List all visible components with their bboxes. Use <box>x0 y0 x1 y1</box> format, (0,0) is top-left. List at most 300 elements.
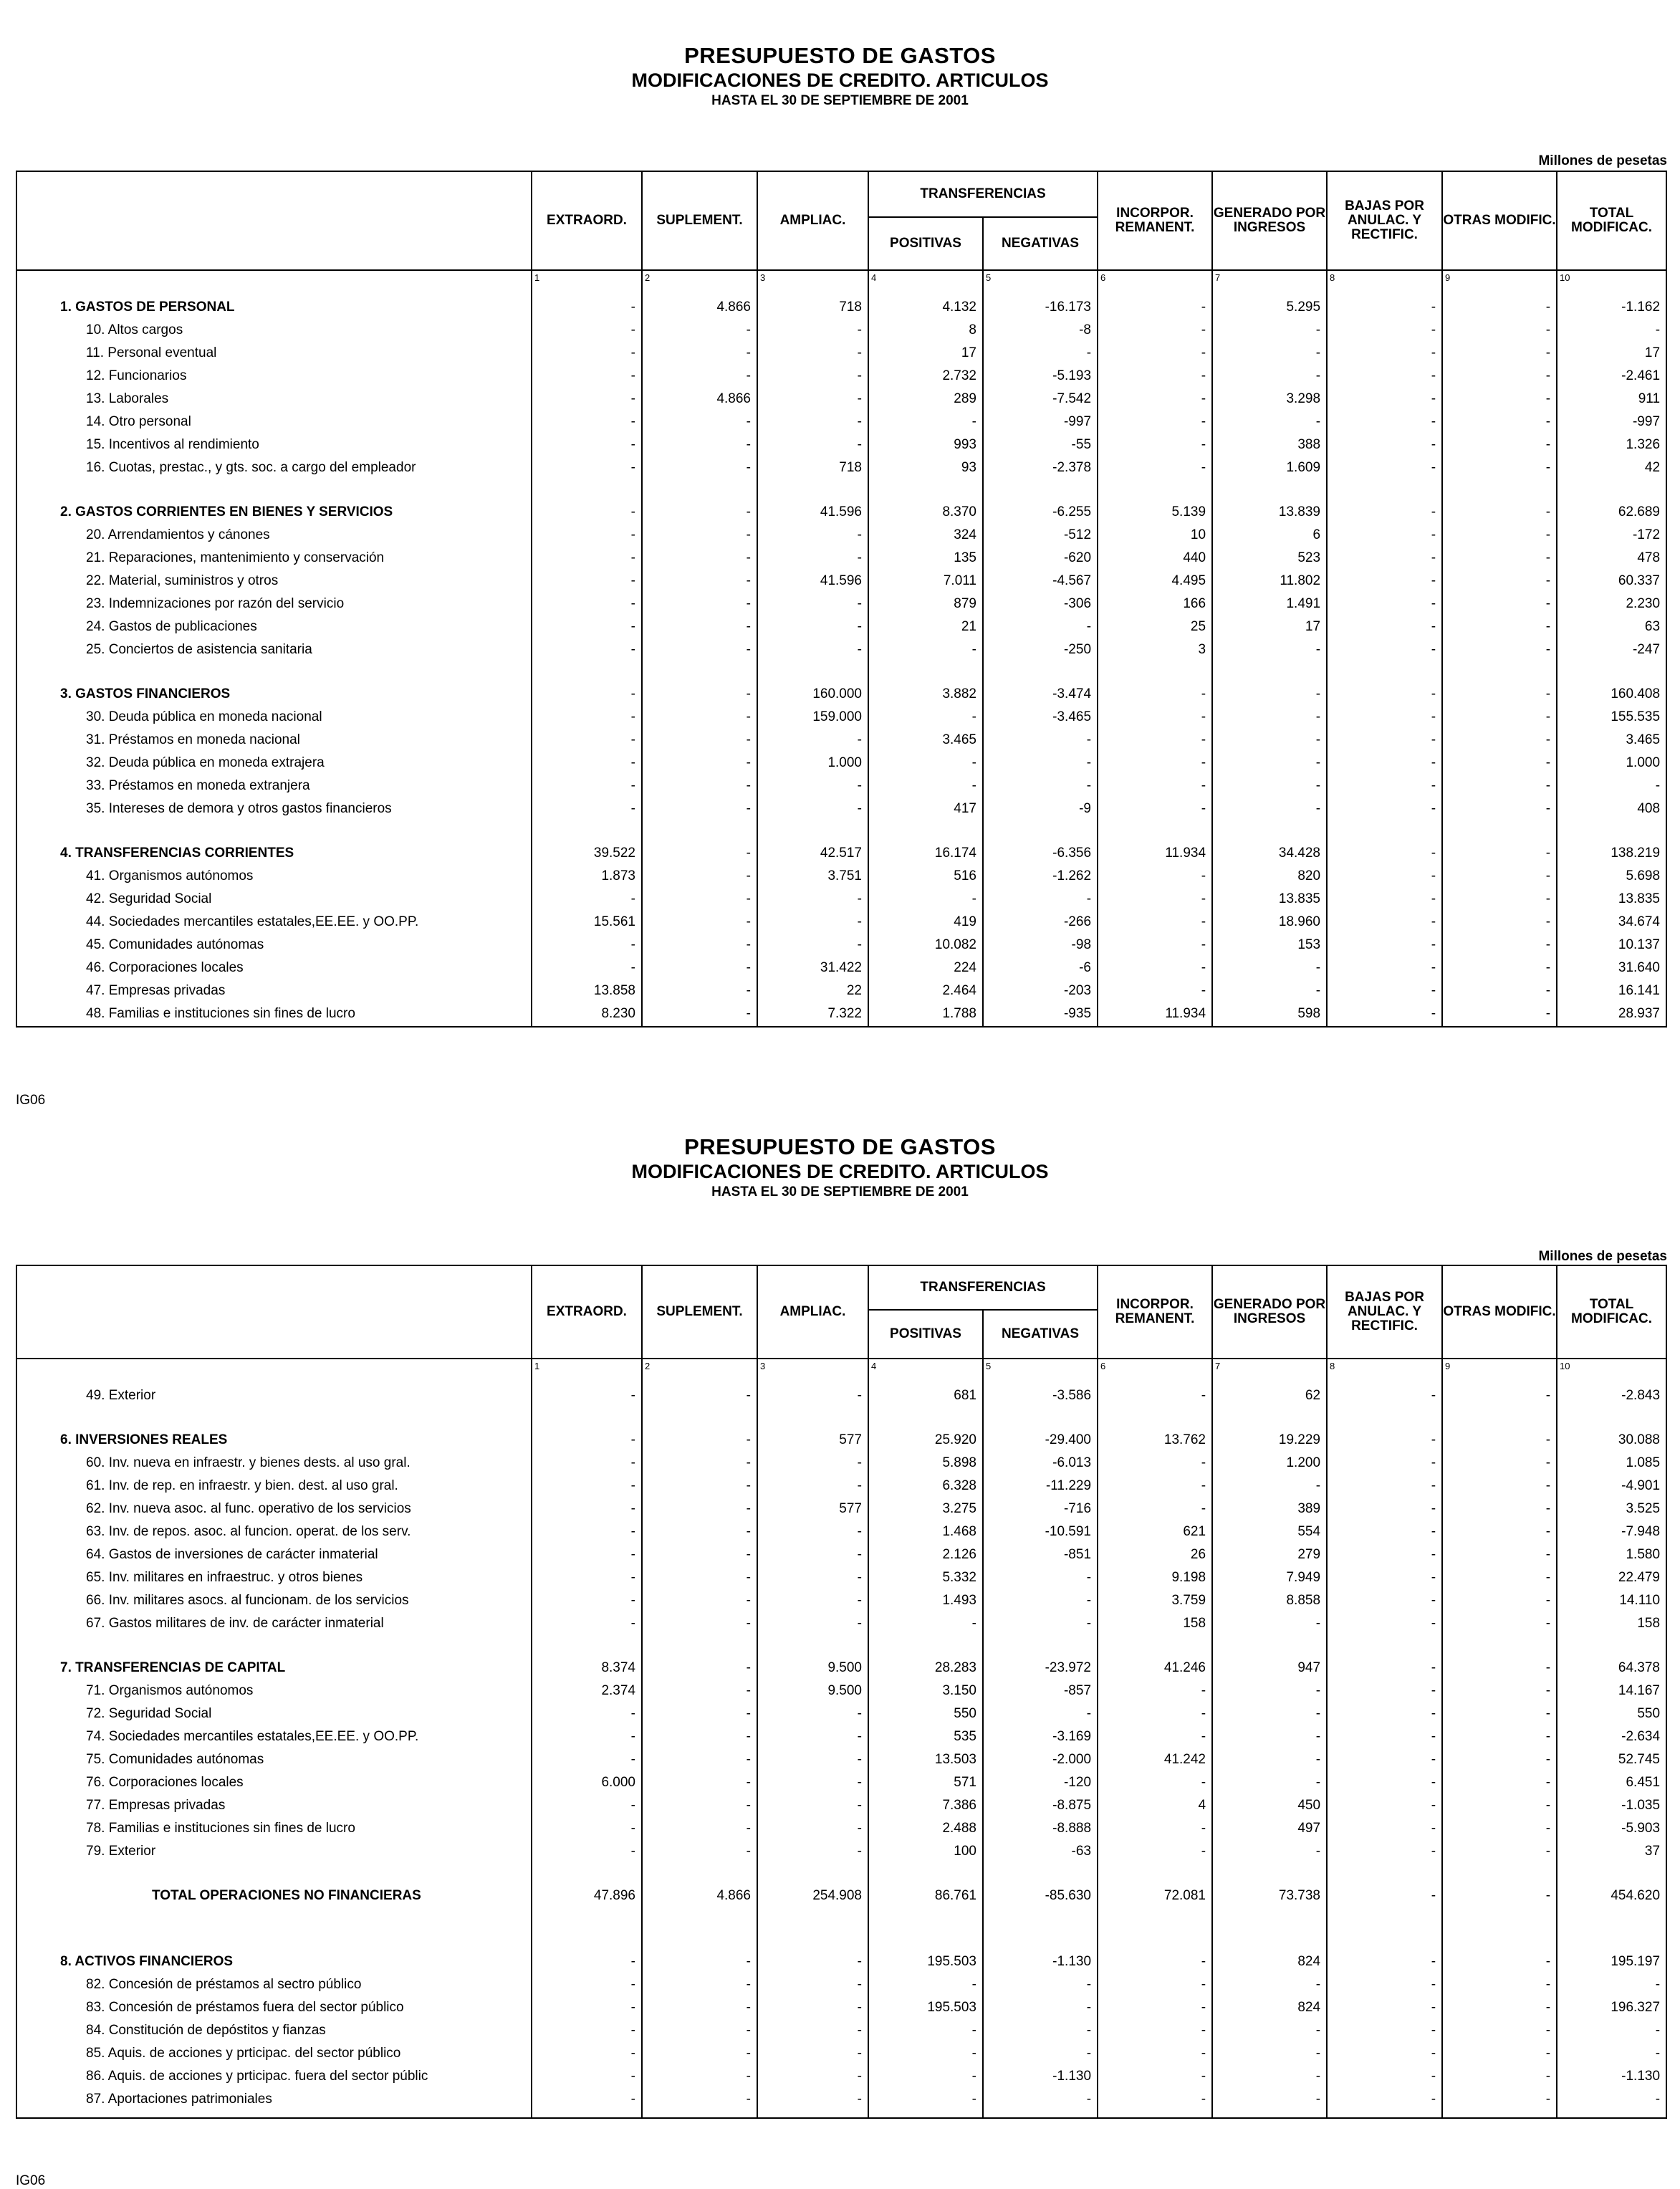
value-cell: - <box>1098 907 1212 930</box>
value-cell: 3.465 <box>1557 725 1666 748</box>
value-cell: 25 <box>1098 612 1212 635</box>
value-cell: - <box>757 907 868 930</box>
value-cell: - <box>532 884 642 907</box>
value-cell: - <box>757 1448 868 1471</box>
value-cell: - <box>642 725 757 748</box>
value-cell: - <box>642 1676 757 1699</box>
value-cell: - <box>983 1609 1098 1632</box>
value-cell: 289 <box>868 384 983 407</box>
value-cell: 419 <box>868 907 983 930</box>
column-number: 7 <box>1212 270 1327 292</box>
value-cell: - <box>1212 338 1327 361</box>
value-cell: - <box>1327 1586 1442 1609</box>
row-label: 78. Familias e instituciones sin fines de lucro <box>16 1814 532 1836</box>
value-cell: 158 <box>1098 1609 1212 1632</box>
table-row <box>16 1586 1666 1609</box>
empty-cell <box>983 1404 1098 1425</box>
value-cell: - <box>642 1791 757 1814</box>
value-cell: -29.400 <box>983 1425 1098 1448</box>
empty-cell <box>1098 1859 1212 1881</box>
value-cell: - <box>757 1609 868 1632</box>
value-cell: - <box>1098 1494 1212 1517</box>
row-label: 72. Seguridad Social <box>16 1699 532 1722</box>
column-number: 9 <box>1442 270 1557 292</box>
table-row <box>16 1699 1666 1722</box>
row-label: 66. Inv. militares asocs. al funcionam. de los servicios <box>16 1586 532 1609</box>
value-cell: - <box>757 430 868 453</box>
value-cell: 911 <box>1557 384 1666 407</box>
value-cell: -1.130 <box>983 1947 1098 1970</box>
value-cell: - <box>642 1586 757 1609</box>
value-cell: - <box>1327 1814 1442 1836</box>
value-cell: 4.866 <box>642 1881 757 1904</box>
value-cell: - <box>1098 407 1212 430</box>
header-ampliac: AMPLIAC. <box>757 1265 868 1359</box>
empty-cell <box>532 658 642 679</box>
value-cell: -120 <box>983 1768 1098 1791</box>
units-label: Millones de pesetas <box>1538 1249 1667 1264</box>
empty-cell <box>532 1904 642 1925</box>
value-cell: - <box>868 884 983 907</box>
value-cell: - <box>532 612 642 635</box>
value-cell: - <box>1327 702 1442 725</box>
value-cell: - <box>642 543 757 566</box>
value-cell: - <box>757 1836 868 1859</box>
value-cell: 6.000 <box>532 1768 642 1791</box>
value-cell: 7.011 <box>868 566 983 589</box>
value-cell: - <box>642 1768 757 1791</box>
value-cell: - <box>1442 1745 1557 1768</box>
empty-cell <box>983 817 1098 838</box>
value-cell: 86.761 <box>868 1881 983 1904</box>
value-cell: -250 <box>983 635 1098 658</box>
row-label: 33. Préstamos en moneda extranjera <box>16 771 532 794</box>
empty-cell <box>1327 1404 1442 1425</box>
title-line-1: PRESUPUESTO DE GASTOS <box>684 1134 996 1159</box>
value-cell: - <box>1327 1517 1442 1540</box>
value-cell: - <box>1212 635 1327 658</box>
value-cell: - <box>642 407 757 430</box>
empty-cell <box>1442 1925 1557 1947</box>
value-cell: - <box>642 1947 757 1970</box>
value-cell: - <box>642 884 757 907</box>
value-cell: - <box>757 1563 868 1586</box>
value-cell: - <box>642 702 757 725</box>
value-cell: 34.674 <box>1557 907 1666 930</box>
header-extraord: EXTRAORD. <box>532 171 642 270</box>
value-cell: - <box>532 1609 642 1632</box>
value-cell: - <box>532 1517 642 1540</box>
empty-cell <box>1442 1904 1557 1925</box>
value-cell: - <box>642 635 757 658</box>
empty-cell <box>1327 817 1442 838</box>
value-cell: 5.295 <box>1212 292 1327 315</box>
empty-cell <box>1442 1022 1557 1027</box>
value-cell: -512 <box>983 520 1098 543</box>
value-cell: 42 <box>1557 453 1666 476</box>
empty-cell <box>1327 658 1442 679</box>
value-cell: - <box>642 1653 757 1676</box>
value-cell: 72.081 <box>1098 1881 1212 1904</box>
row-label: 75. Comunidades autónomas <box>16 1745 532 1768</box>
column-number: 2 <box>642 1359 757 1381</box>
value-cell: 60.337 <box>1557 566 1666 589</box>
value-cell: - <box>1098 930 1212 953</box>
value-cell: - <box>1212 794 1327 817</box>
empty-cell <box>1557 817 1666 838</box>
value-cell: - <box>1442 679 1557 702</box>
value-cell: - <box>1557 771 1666 794</box>
value-cell: 13.835 <box>1212 884 1327 907</box>
value-cell: -857 <box>983 1676 1098 1699</box>
empty-cell <box>532 1022 642 1027</box>
value-cell: 8 <box>868 315 983 338</box>
value-cell: 14.167 <box>1557 1676 1666 1699</box>
column-number: 4 <box>868 1359 983 1381</box>
table-row <box>16 1836 1666 1859</box>
header-concept <box>16 171 532 270</box>
empty-cell <box>532 1925 642 1947</box>
value-cell: - <box>1098 2061 1212 2084</box>
row-label: 48. Familias e instituciones sin fines de lucro <box>16 999 532 1022</box>
value-cell: - <box>1212 2039 1327 2061</box>
row-label: 31. Préstamos en moneda nacional <box>16 725 532 748</box>
row-label: 20. Arrendamientos y cánones <box>16 520 532 543</box>
value-cell: 4.866 <box>642 384 757 407</box>
header-incorpor: INCORPOR. REMANENT. <box>1098 171 1212 270</box>
value-cell: - <box>532 725 642 748</box>
value-cell: 1.000 <box>1557 748 1666 771</box>
empty-cell <box>16 476 532 497</box>
value-cell: 28.283 <box>868 1653 983 1676</box>
value-cell: - <box>532 1836 642 1859</box>
empty-cell <box>1327 1925 1442 1947</box>
spacer-row <box>16 476 1666 497</box>
value-cell: - <box>983 748 1098 771</box>
closing-row <box>16 1022 1666 1027</box>
value-cell: - <box>1327 361 1442 384</box>
value-cell: - <box>983 1563 1098 1586</box>
value-cell: 37 <box>1557 1836 1666 1859</box>
value-cell: - <box>1442 1517 1557 1540</box>
value-cell: 22.479 <box>1557 1563 1666 1586</box>
value-cell: -8.875 <box>983 1791 1098 1814</box>
value-cell: 14.110 <box>1557 1586 1666 1609</box>
empty-cell <box>642 1632 757 1653</box>
empty-cell <box>1098 476 1212 497</box>
value-cell: - <box>1327 976 1442 999</box>
value-cell: 13.835 <box>1557 884 1666 907</box>
value-cell: - <box>532 1970 642 1993</box>
value-cell: 1.609 <box>1212 453 1327 476</box>
value-cell: - <box>1442 1768 1557 1791</box>
value-cell: - <box>642 2084 757 2107</box>
value-cell: 5.898 <box>868 1448 983 1471</box>
value-cell: - <box>1557 315 1666 338</box>
empty-cell <box>983 2107 1098 2118</box>
value-cell: - <box>532 1471 642 1494</box>
value-cell: - <box>1442 1425 1557 1448</box>
empty-cell <box>1557 1022 1666 1027</box>
value-cell: 64.378 <box>1557 1653 1666 1676</box>
value-cell: - <box>642 794 757 817</box>
row-label: TOTAL OPERACIONES NO FINANCIERAS <box>16 1881 532 1904</box>
table-row <box>16 861 1666 884</box>
table-row <box>16 453 1666 476</box>
column-number: 5 <box>983 1359 1098 1381</box>
value-cell: 681 <box>868 1381 983 1404</box>
value-cell: - <box>1327 930 1442 953</box>
title-line-2: MODIFICACIONES DE CREDITO. ARTICULOS <box>631 70 1049 91</box>
empty-cell <box>868 2107 983 2118</box>
value-cell: - <box>1327 635 1442 658</box>
value-cell: - <box>757 2039 868 2061</box>
value-cell: -935 <box>983 999 1098 1022</box>
value-cell: 497 <box>1212 1814 1327 1836</box>
value-cell: 47.896 <box>532 1881 642 1904</box>
value-cell: 577 <box>757 1425 868 1448</box>
header-negativas: NEGATIVAS <box>983 1310 1098 1359</box>
value-cell: 9.500 <box>757 1653 868 1676</box>
value-cell: - <box>983 1586 1098 1609</box>
table-row <box>16 794 1666 817</box>
value-cell: - <box>532 589 642 612</box>
value-cell: 39.522 <box>532 838 642 861</box>
value-cell: - <box>1212 725 1327 748</box>
value-cell: - <box>1327 384 1442 407</box>
row-label: 76. Corporaciones locales <box>16 1768 532 1791</box>
value-cell: - <box>1212 771 1327 794</box>
value-cell: 13.839 <box>1212 497 1327 520</box>
value-cell: 25.920 <box>868 1425 983 1448</box>
value-cell: - <box>1098 884 1212 907</box>
value-cell: 3.882 <box>868 679 983 702</box>
value-cell: - <box>1098 702 1212 725</box>
header-negativas: NEGATIVAS <box>983 217 1098 270</box>
empty-cell <box>1442 817 1557 838</box>
value-cell: 8.230 <box>532 999 642 1022</box>
value-cell: 5.139 <box>1098 497 1212 520</box>
empty-cell <box>532 1632 642 1653</box>
row-label: 25. Conciertos de asistencia sanitaria <box>16 635 532 658</box>
value-cell: 2.488 <box>868 1814 983 1836</box>
value-cell: - <box>757 1586 868 1609</box>
value-cell: - <box>868 702 983 725</box>
value-cell: 947 <box>1212 1653 1327 1676</box>
value-cell: - <box>1327 520 1442 543</box>
value-cell: 11.934 <box>1098 999 1212 1022</box>
value-cell: 224 <box>868 953 983 976</box>
group-row <box>16 1947 1666 1970</box>
value-cell: - <box>642 953 757 976</box>
value-cell: 550 <box>1557 1699 1666 1722</box>
value-cell: - <box>983 884 1098 907</box>
value-cell: - <box>1327 1699 1442 1722</box>
value-cell: - <box>1212 1676 1327 1699</box>
empty-cell <box>1327 1904 1442 1925</box>
value-cell: - <box>1327 884 1442 907</box>
value-cell: - <box>642 930 757 953</box>
empty-cell <box>532 1404 642 1425</box>
value-cell: - <box>868 407 983 430</box>
row-label: 49. Exterior <box>16 1381 532 1404</box>
table-row <box>16 2039 1666 2061</box>
empty-cell <box>868 1404 983 1425</box>
table-row <box>16 1745 1666 1768</box>
value-cell: - <box>1327 1676 1442 1699</box>
value-cell: 5.332 <box>868 1563 983 1586</box>
empty-cell <box>1442 658 1557 679</box>
row-label: 62. Inv. nueva asoc. al func. operativo de los servicios <box>16 1494 532 1517</box>
value-cell: - <box>532 2039 642 2061</box>
value-cell: - <box>532 748 642 771</box>
table-row <box>16 1381 1666 1404</box>
value-cell: - <box>1098 1471 1212 1494</box>
value-cell: - <box>757 1993 868 2016</box>
empty-cell <box>757 1632 868 1653</box>
empty-cell <box>757 1925 868 1947</box>
value-cell: - <box>1098 1722 1212 1745</box>
value-cell: - <box>757 338 868 361</box>
row-label: 21. Reparaciones, mantenimiento y conservación <box>16 543 532 566</box>
row-label: 65. Inv. militares en infraestruc. y otros bienes <box>16 1563 532 1586</box>
value-cell: 879 <box>868 589 983 612</box>
value-cell: 41.596 <box>757 566 868 589</box>
value-cell: 478 <box>1557 543 1666 566</box>
value-cell: 1.491 <box>1212 589 1327 612</box>
value-cell: - <box>1442 930 1557 953</box>
value-cell: - <box>532 2016 642 2039</box>
table-row <box>16 566 1666 589</box>
value-cell: 138.219 <box>1557 838 1666 861</box>
value-cell: -1.130 <box>983 2061 1098 2084</box>
column-number: 3 <box>757 270 868 292</box>
value-cell: 3.759 <box>1098 1586 1212 1609</box>
value-cell: - <box>1327 838 1442 861</box>
value-cell: -1.262 <box>983 861 1098 884</box>
value-cell: - <box>1327 1745 1442 1768</box>
value-cell: 195.197 <box>1557 1947 1666 1970</box>
value-cell: 166 <box>1098 589 1212 612</box>
empty-cell <box>1212 2107 1327 2118</box>
value-cell: -63 <box>983 1836 1098 1859</box>
value-cell: - <box>983 338 1098 361</box>
value-cell: - <box>1557 2039 1666 2061</box>
value-cell: 195.503 <box>868 1993 983 2016</box>
title-block <box>0 1134 1680 1200</box>
row-label: 30. Deuda pública en moneda nacional <box>16 702 532 725</box>
value-cell: - <box>642 2039 757 2061</box>
value-cell: - <box>757 930 868 953</box>
value-cell: - <box>532 1494 642 1517</box>
value-cell: 15.561 <box>532 907 642 930</box>
empty-cell <box>1442 1632 1557 1653</box>
value-cell: -3.474 <box>983 679 1098 702</box>
group-row <box>16 292 1666 315</box>
value-cell: - <box>757 520 868 543</box>
value-cell: - <box>1098 771 1212 794</box>
header-transferencias: TRANSFERENCIAS <box>868 1265 1098 1310</box>
value-cell: - <box>642 566 757 589</box>
empty-cell <box>757 1904 868 1925</box>
table-row <box>16 976 1666 999</box>
empty-cell <box>1327 1859 1442 1881</box>
value-cell: - <box>868 635 983 658</box>
value-cell: - <box>1098 976 1212 999</box>
column-number: 10 <box>1557 270 1666 292</box>
value-cell: - <box>642 1722 757 1745</box>
empty-cell <box>757 1022 868 1027</box>
table-row <box>16 2016 1666 2039</box>
value-cell: - <box>642 2061 757 2084</box>
value-cell: - <box>1327 543 1442 566</box>
value-cell: - <box>1098 2039 1212 2061</box>
value-cell: 523 <box>1212 543 1327 566</box>
value-cell: - <box>642 999 757 1022</box>
header-incorpor: INCORPOR. REMANENT. <box>1098 1265 1212 1359</box>
value-cell: - <box>532 1699 642 1722</box>
row-label: 46. Corporaciones locales <box>16 953 532 976</box>
value-cell: - <box>532 1745 642 1768</box>
value-cell: 1.000 <box>757 748 868 771</box>
value-cell: - <box>532 2084 642 2107</box>
value-cell: - <box>983 1699 1098 1722</box>
row-label: 2. GASTOS CORRIENTES EN BIENES Y SERVICIOS <box>16 497 532 520</box>
value-cell: 824 <box>1212 1947 1327 1970</box>
value-cell: - <box>1098 748 1212 771</box>
value-cell: - <box>1098 794 1212 817</box>
column-number-row <box>16 1359 1666 1381</box>
header-bajas: BAJAS POR ANULAC. Y RECTIFIC. <box>1327 171 1442 270</box>
value-cell: -6.013 <box>983 1448 1098 1471</box>
spacer-row <box>16 817 1666 838</box>
value-cell: 41.596 <box>757 497 868 520</box>
value-cell: -2.000 <box>983 1745 1098 1768</box>
value-cell: - <box>532 361 642 384</box>
value-cell: -5.193 <box>983 361 1098 384</box>
value-cell: - <box>642 1814 757 1836</box>
row-label: 13. Laborales <box>16 384 532 407</box>
value-cell: - <box>983 2039 1098 2061</box>
row-label: 82. Concesión de préstamos al sectro público <box>16 1970 532 1993</box>
value-cell: 3.751 <box>757 861 868 884</box>
value-cell: - <box>1442 976 1557 999</box>
value-cell: - <box>757 2084 868 2107</box>
value-cell: - <box>1557 2084 1666 2107</box>
value-cell: -172 <box>1557 520 1666 543</box>
value-cell: - <box>1212 1722 1327 1745</box>
empty-cell <box>983 1859 1098 1881</box>
value-cell: - <box>1327 2061 1442 2084</box>
header-generado: GENERADO POR INGRESOS <box>1212 1265 1327 1359</box>
value-cell: 554 <box>1212 1517 1327 1540</box>
empty-cell <box>1557 1404 1666 1425</box>
empty-cell <box>16 1859 532 1881</box>
row-label: 6. INVERSIONES REALES <box>16 1425 532 1448</box>
value-cell: - <box>1212 1970 1327 1993</box>
value-cell: -7.948 <box>1557 1517 1666 1540</box>
value-cell: - <box>1098 2084 1212 2107</box>
value-cell: - <box>642 430 757 453</box>
value-cell: -11.229 <box>983 1471 1098 1494</box>
value-cell: -2.843 <box>1557 1381 1666 1404</box>
row-label: 79. Exterior <box>16 1836 532 1859</box>
value-cell: - <box>532 384 642 407</box>
value-cell: - <box>1327 315 1442 338</box>
value-cell: -716 <box>983 1494 1098 1517</box>
empty-cell <box>1212 817 1327 838</box>
row-label: 22. Material, suministros y otros <box>16 566 532 589</box>
